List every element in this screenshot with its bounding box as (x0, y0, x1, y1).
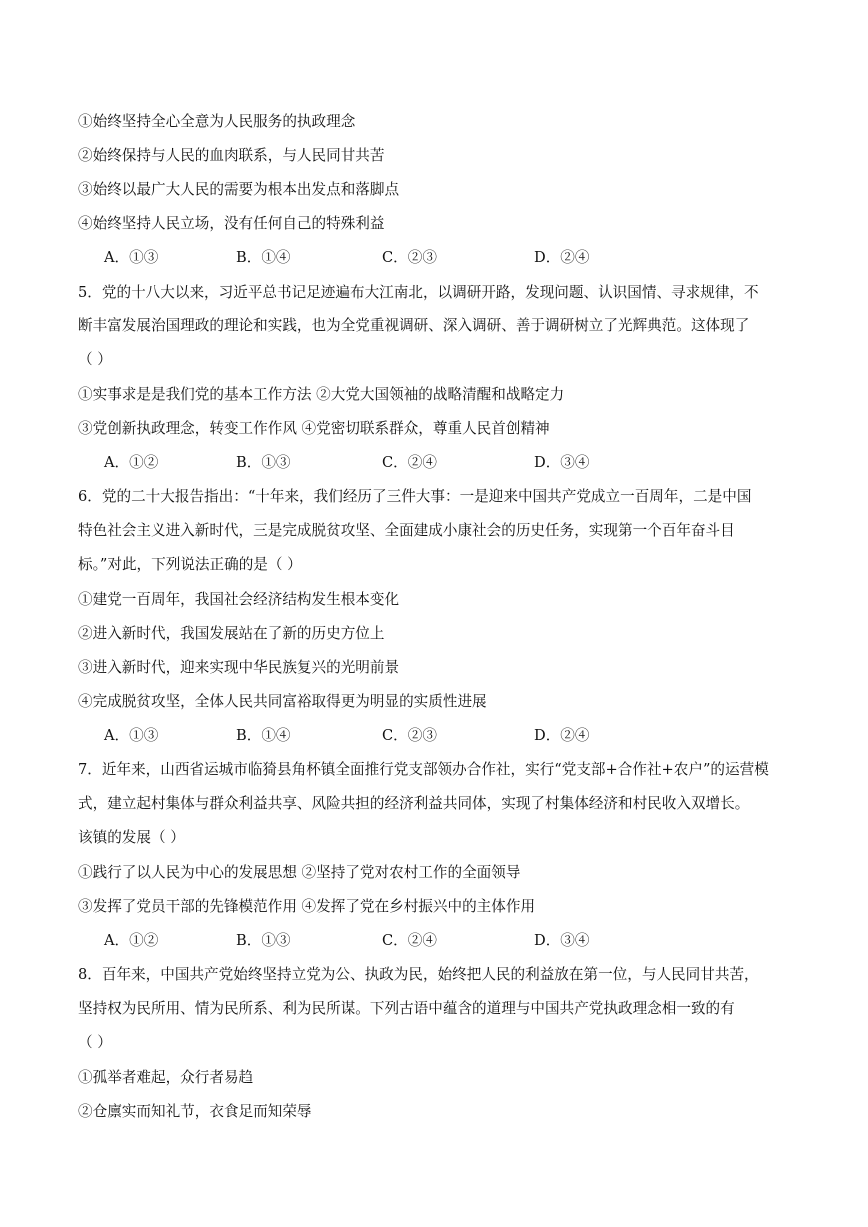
q7-stem-line-2: 式，建立起村集体与群众利益共享、风险共担的经济利益共同体，实现了村集体经济和村民收入双增长。 (78, 795, 750, 812)
q5-option-3-4: ③党创新执政理念，转变工作作风 ④党密切联系群众，尊重人民首创精神 (78, 420, 550, 437)
q6-option-4: ④完成脱贫攻坚，全体人民共同富裕取得更为明显的实质性进展 (78, 693, 487, 710)
q8-stem-line-2: 坚持权为民所用、情为民所系、利为民所谋。下列古语中蕴含的道理与中国共产党执政理念相一致的有 (78, 1000, 735, 1017)
q7-choice-d[interactable]: D．③④ (534, 932, 590, 949)
q8-option-2: ②仓廪实而知礼节，衣食足而知荣辱 (78, 1103, 312, 1120)
q4-option-1: ①始终坚持全心全意为人民服务的执政理念 (78, 113, 356, 130)
q6-stem-line-1: 6．党的二十大报告指出：“十年来，我们经历了三件大事：一是迎来中国共产党成立一百周年，二是中国 (78, 488, 752, 505)
q6-choice-a[interactable]: A．①③ (104, 727, 159, 744)
q5-choice-a[interactable]: A．①② (104, 454, 159, 471)
q7-stem-line-1: 7．近年来，山西省运城市临猗县角杯镇全面推行党支部领办合作社，实行“党支部+合作社+农户”的运营模 (78, 761, 769, 778)
q5-choice-b[interactable]: B．①③ (236, 454, 291, 471)
q4-option-2: ②始终保持与人民的血肉联系，与人民同甘共苦 (78, 147, 385, 164)
q5-stem-line-3: （ ） (78, 351, 112, 368)
q5-stem-line-2: 断丰富发展治国理政的理论和实践，也为全党重视调研、深入调研、善于调研树立了光辉典范。这体现了 (78, 317, 750, 334)
q6-stem-line-3: 标。”对此，下列说法正确的是（ ） (78, 556, 302, 573)
q5-choice-c[interactable]: C．②④ (382, 454, 437, 471)
q8-stem-line-1: 8．百年来，中国共产党始终坚持立党为公、执政为民，始终把人民的利益放在第一位，与人民同甘共苦， (78, 966, 759, 983)
q6-option-2: ②进入新时代，我国发展站在了新的历史方位上 (78, 625, 385, 642)
q5-stem-line-1: 5．党的十八大以来，习近平总书记足迹遍布大江南北，以调研开路，发现问题、认识国情、寻求规律，不 (78, 284, 759, 301)
q4-choice-d[interactable]: D．②④ (534, 249, 590, 266)
q8-option-1: ①孤举者难起，众行者易趋 (78, 1069, 254, 1086)
q6-choice-b[interactable]: B．①④ (236, 727, 291, 744)
q5-option-1-2: ①实事求是是我们党的基本工作方法 ②大党大国领袖的战略清醒和战略定力 (78, 386, 565, 403)
q4-option-4: ④始终坚持人民立场，没有任何自己的特殊利益 (78, 215, 385, 232)
q4-choice-c[interactable]: C．②③ (382, 249, 437, 266)
q6-choice-d[interactable]: D．②④ (534, 727, 590, 744)
q6-choice-c[interactable]: C．②③ (382, 727, 437, 744)
q6-option-3: ③进入新时代，迎来实现中华民族复兴的光明前景 (78, 659, 400, 676)
q7-stem-line-3: 该镇的发展（ ） (78, 829, 185, 846)
q6-stem-line-2: 特色社会主义进入新时代，三是完成脱贫攻坚、全面建成小康社会的历史任务，实现第一个百年奋斗目 (78, 522, 735, 539)
q6-option-1: ①建党一百周年，我国社会经济结构发生根本变化 (78, 591, 400, 608)
q7-option-1-2: ①践行了以人民为中心的发展思想 ②坚持了党对农村工作的全面领导 (78, 864, 521, 881)
q4-choice-b[interactable]: B．①④ (236, 249, 291, 266)
q7-choice-a[interactable]: A．①② (104, 932, 159, 949)
q7-choice-b[interactable]: B．①③ (236, 932, 291, 949)
q8-stem-line-3: （ ） (78, 1034, 112, 1051)
q4-choice-a[interactable]: A．①③ (104, 249, 159, 266)
q7-option-3-4: ③发挥了党员干部的先锋模范作用 ④发挥了党在乡村振兴中的主体作用 (78, 898, 536, 915)
q5-choice-d[interactable]: D．③④ (534, 454, 590, 471)
q4-option-3: ③始终以最广大人民的需要为根本出发点和落脚点 (78, 181, 400, 198)
q7-choice-c[interactable]: C．②④ (382, 932, 437, 949)
